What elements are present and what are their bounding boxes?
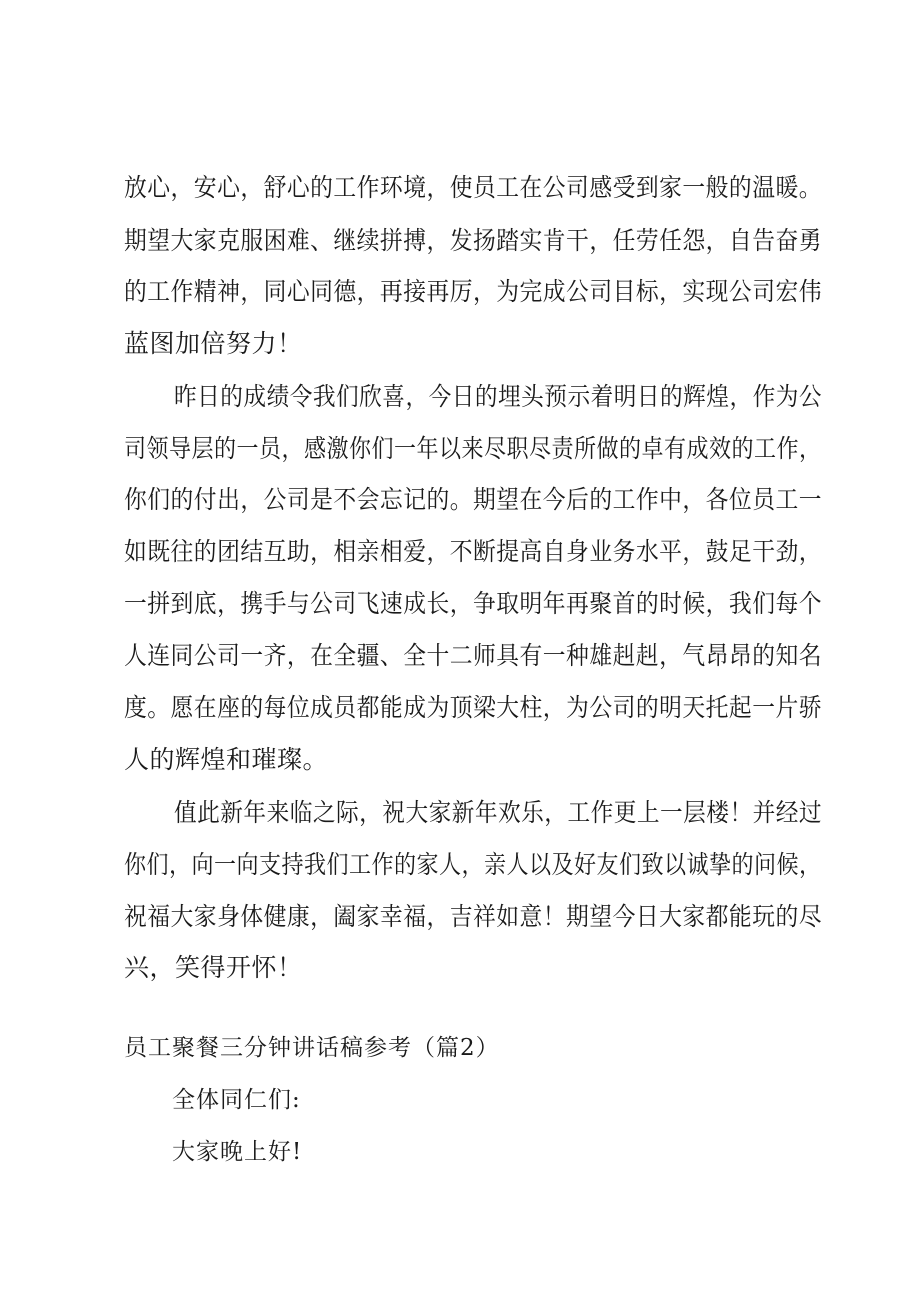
salutation: 全体同仁们: (172, 1087, 301, 1113)
p1-line-3: 的工作精神，同心同德，再接再厉，为完成公司目标，实现公司宏伟 (124, 277, 823, 306)
p3-line-4: 兴，笑得开怀！ (124, 953, 303, 982)
p1-line-2: 期望大家克服困难、继续拼搏，发扬踏实肯干，任劳任怨，自告奋勇 (124, 226, 823, 255)
p2-line-3: 你们的付出，公司是不会忘记的。期望在今后的工作中，各位员工一 (124, 485, 823, 514)
p3-line-1: 值此新年来临之际，祝大家新年欢乐，工作更上一层楼！并经过 (174, 798, 823, 827)
p2-line-7: 度。愿在座的每位成员都能成为顶梁大柱，为公司的明天托起一片骄 (124, 693, 823, 722)
p3-line-3: 祝福大家身体健康，阖家幸福，吉祥如意！期望今日大家都能玩的尽 (124, 902, 823, 931)
p2-line-6: 人连同公司一齐，在全疆、全十二师具有一种雄赳赳，气昂昂的知名 (124, 641, 823, 670)
p2-line-1: 昨日的成绩令我们欣喜，今日的埋头预示着明日的辉煌，作为公 (174, 382, 823, 411)
section-title: 员工聚餐三分钟讲话稿参考（篇2） (124, 1035, 500, 1061)
p2-line-5: 一拼到底，携手与公司飞速成长，争取明年再聚首的时候，我们每个 (124, 589, 823, 618)
p1-line-1: 放心，安心，舒心的工作环境，使员工在公司感受到家一般的温暖。 (124, 173, 823, 202)
p2-line-8: 人的辉煌和璀璨。 (124, 745, 329, 774)
p3-line-2: 你们，向一向支持我们工作的家人，亲人以及好友们致以诚挚的问候， (124, 850, 822, 879)
p1-line-4: 蓝图加倍努力！ (124, 329, 303, 358)
p2-line-4: 如既往的团结互助，相亲相爱，不断提高自身业务水平，鼓足干劲， (124, 537, 823, 566)
greeting: 大家晚上好! (172, 1139, 303, 1165)
p2-line-2: 司领导层的一员，感激你们一年以来尽职尽责所做的卓有成效的工作， (124, 434, 822, 463)
